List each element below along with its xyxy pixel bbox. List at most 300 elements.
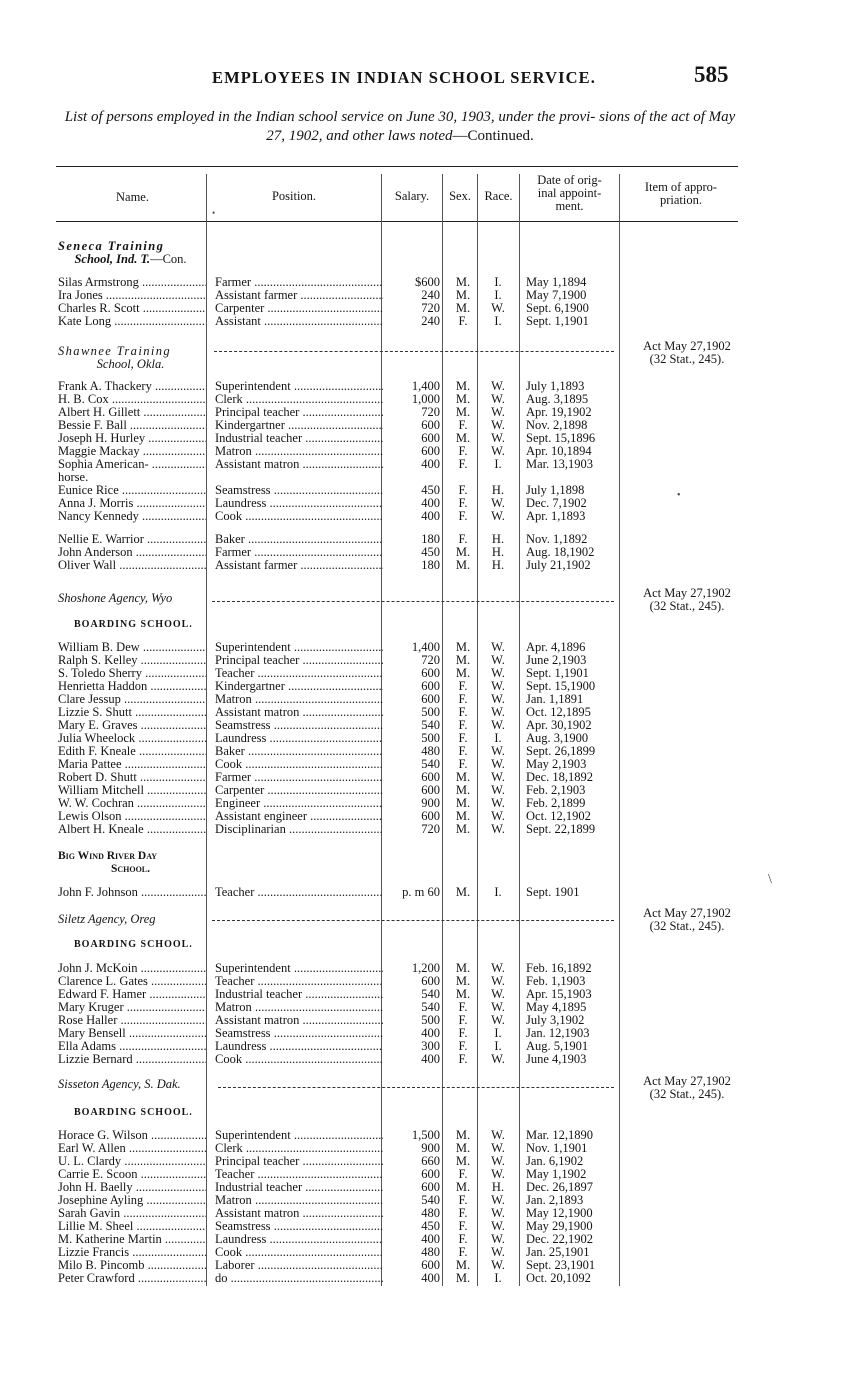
employee-salary: 1,200	[411, 961, 440, 975]
employee-sex: M.	[455, 1128, 471, 1142]
employee-race: W.	[491, 431, 505, 445]
employee-sex: F.	[458, 1026, 468, 1040]
appropriation-note	[628, 587, 746, 613]
employee-sex: F.	[458, 1039, 468, 1053]
employee-name: Clarence L. Gates .....	[58, 975, 206, 988]
group-title-line: Sisseton Agency, S. Dak.	[58, 1077, 181, 1091]
group-title-line: Big Wind River Day	[58, 850, 158, 862]
employee-name: Julia Wheelock .....	[58, 732, 206, 745]
table-row	[58, 1272, 638, 1285]
employee-race: W.	[491, 1232, 505, 1246]
subheading-boarding-school: BOARDING SCHOOL.	[74, 1107, 193, 1118]
employee-name: Horace G. Wilson .....	[58, 1129, 206, 1142]
appointment-date: July 21,1902	[526, 558, 591, 572]
employee-salary: 1,400	[411, 379, 440, 393]
appointment-date: Feb. 2,1899	[526, 796, 586, 810]
employee-sex: M.	[455, 431, 471, 445]
employee-salary: 720	[421, 653, 440, 667]
appointment-date: May 12,1900	[526, 1206, 593, 1220]
employee-name: Joseph H. Hurley .....	[58, 432, 206, 445]
table-row	[58, 559, 638, 572]
employee-sex: F.	[458, 496, 468, 510]
employee-position: Carpenter .....	[215, 784, 383, 797]
employee-name: Frank A. Thackery .....	[58, 380, 206, 393]
caption-italic-2: sions of the act of May 27, 1902, and other laws noted	[266, 109, 736, 144]
employee-sex: F.	[458, 314, 468, 328]
appointment-date: Aug. 3,1900	[526, 731, 589, 745]
group-title-shawnee	[58, 345, 203, 371]
employee-race: W.	[491, 418, 505, 432]
employee-position: Clerk .....	[215, 1142, 383, 1155]
appointment-date: Jan. 6,1902	[526, 1154, 584, 1168]
group-title-seneca	[58, 240, 203, 266]
subheading-boarding-school: BOARDING SCHOOL.	[74, 939, 193, 950]
appointment-date: Jan. 25,1901	[526, 1245, 590, 1259]
employee-sex: F.	[458, 509, 468, 523]
appropriation-line: Act May 27,1902	[643, 1074, 731, 1088]
employee-race: W.	[491, 822, 505, 836]
appointment-date: Feb. 16,1892	[526, 961, 592, 975]
employee-name: Maria Pattee .....	[58, 758, 206, 771]
employee-sex: M.	[455, 987, 471, 1001]
page-number: 585	[694, 62, 729, 87]
employee-salary: 720	[421, 405, 440, 419]
employee-salary: 540	[421, 987, 440, 1001]
appointment-date: Sept. 15,1896	[526, 431, 596, 445]
employee-name: Ella Adams .....	[58, 1040, 206, 1053]
employee-name: Rose Haller .....	[58, 1014, 206, 1027]
employee-sex: M.	[455, 379, 471, 393]
employee-sex: F.	[458, 757, 468, 771]
employee-race: I.	[494, 885, 502, 899]
appointment-date: July 1,1898	[526, 483, 585, 497]
employee-position: Principal teacher .....	[215, 406, 383, 419]
employee-race: W.	[491, 744, 505, 758]
employee-sex: F.	[458, 1193, 468, 1207]
employee-sex: M.	[455, 301, 471, 315]
employee-name: William Mitchell .....	[58, 784, 206, 797]
employee-name: John F. Johnson .....	[58, 886, 206, 899]
appointment-date: Sept. 26,1899	[526, 744, 596, 758]
employee-sex: F.	[458, 679, 468, 693]
employee-name: Lewis Olson .....	[58, 810, 206, 823]
employee-race: W.	[491, 987, 505, 1001]
employee-sex: M.	[455, 885, 471, 899]
employee-name: Oliver Wall .....	[58, 559, 206, 572]
appointment-date: Sept. 1901	[526, 885, 580, 899]
header-sex: Sex.	[449, 189, 471, 203]
group-title-line: Shoshone Agency, Wyo	[58, 591, 173, 605]
employee-race: W.	[491, 392, 505, 406]
appointment-date: Sept. 15,1900	[526, 679, 596, 693]
employee-salary: 600	[421, 666, 440, 680]
header-item	[620, 181, 742, 207]
employee-position: Seamstress .....	[215, 1027, 383, 1040]
appropriation-line: (32 Stat., 245).	[649, 919, 725, 933]
appointment-date: Aug. 3,1895	[526, 392, 589, 406]
employee-salary: 450	[421, 483, 440, 497]
header-date-line: ment.	[555, 199, 584, 213]
employee-race: W.	[491, 770, 505, 784]
appointment-date: Jan. 12,1903	[526, 1026, 590, 1040]
table-header-rule	[56, 221, 738, 222]
employee-name: W. W. Cochran .....	[58, 797, 206, 810]
appointment-date: Nov. 1,1892	[526, 532, 588, 546]
employee-race: W.	[491, 961, 505, 975]
employee-salary: 480	[421, 1206, 440, 1220]
employee-sex: M.	[455, 974, 471, 988]
employee-race: W.	[491, 1258, 505, 1272]
employee-sex: F.	[458, 731, 468, 745]
employee-name: Robert D. Shutt .....	[58, 771, 206, 784]
employee-race: H.	[491, 532, 505, 546]
employee-name: Kate Long .....	[58, 315, 206, 328]
page-title: EMPLOYEES IN INDIAN SCHOOL SERVICE.	[211, 68, 597, 87]
employee-salary: 540	[421, 718, 440, 732]
employee-salary: 720	[421, 822, 440, 836]
appointment-date: Mar. 13,1903	[526, 457, 594, 471]
appointment-date: Dec. 22,1902	[526, 1232, 593, 1246]
employee-race: I.	[494, 1039, 502, 1053]
employee-sex: F.	[458, 418, 468, 432]
employee-race: H.	[491, 1180, 505, 1194]
employee-name: Ira Jones .....	[58, 289, 206, 302]
employee-salary: 400	[421, 496, 440, 510]
employee-salary: 600	[421, 692, 440, 706]
employee-salary: 1,500	[411, 1128, 440, 1142]
employee-salary: 600	[421, 783, 440, 797]
employee-salary: 400	[421, 1271, 440, 1285]
employee-race: I.	[494, 288, 502, 302]
appropriation-line: Act May 27,1902	[643, 586, 731, 600]
employee-position: Superintendent .....	[215, 962, 383, 975]
employee-salary: 600	[421, 431, 440, 445]
employee-sex: F.	[458, 1000, 468, 1014]
employee-position: Laundress .....	[215, 497, 383, 510]
employee-position: Laundress .....	[215, 1233, 383, 1246]
employee-name: Mary Kruger .....	[58, 1001, 206, 1014]
appointment-date: Oct. 20,1092	[526, 1271, 591, 1285]
employee-sex: F.	[458, 457, 468, 471]
appointment-date: June 4,1903	[526, 1052, 587, 1066]
employee-position: Matron .....	[215, 1194, 383, 1207]
employee-name: horse.	[58, 471, 89, 484]
group-title-line: School, Ind. T.	[74, 252, 151, 266]
bullet-mark: •	[212, 208, 216, 218]
employee-race: W.	[491, 379, 505, 393]
employee-name: Josephine Ayling .....	[58, 1194, 206, 1207]
employee-race: W.	[491, 718, 505, 732]
employee-race: I.	[494, 457, 502, 471]
employee-position: Kindergartner .....	[215, 419, 383, 432]
employee-position: Laundress .....	[215, 732, 383, 745]
ellipsis-mark: •	[677, 490, 681, 501]
employee-salary: 240	[421, 288, 440, 302]
appointment-date: Apr. 1,1893	[526, 509, 586, 523]
employee-position: Kindergartner .....	[215, 680, 383, 693]
employee-race: W.	[491, 444, 505, 458]
employee-salary: 540	[421, 1000, 440, 1014]
employee-sex: M.	[455, 392, 471, 406]
employee-name: Milo B. Pincomb .....	[58, 1259, 206, 1272]
employee-race: I.	[494, 314, 502, 328]
employee-name: Silas Armstrong .....	[58, 276, 206, 289]
table-row	[58, 315, 638, 328]
header-date-line: inal appoint-	[537, 186, 602, 200]
appointment-date: Jan. 1,1891	[526, 692, 584, 706]
employee-position: Farmer .....	[215, 276, 383, 289]
appointment-date: May 29,1900	[526, 1219, 593, 1233]
employee-name: Clare Jessup .....	[58, 693, 206, 706]
employee-race: I.	[494, 1026, 502, 1040]
appointment-date: Sept. 23,1901	[526, 1258, 596, 1272]
appropriation-note	[628, 907, 746, 933]
employee-race: W.	[491, 692, 505, 706]
employee-sex: M.	[455, 783, 471, 797]
employee-name: Edith F. Kneale .....	[58, 745, 206, 758]
employee-position: Assistant matron .....	[215, 706, 383, 719]
employee-salary: 480	[421, 744, 440, 758]
employee-race: I.	[494, 275, 502, 289]
employee-name: Mary E. Graves .....	[58, 719, 206, 732]
employee-salary: p. m 60	[402, 885, 440, 899]
employee-name: Peter Crawford .....	[58, 1272, 206, 1285]
employee-name: Nellie E. Warrior .....	[58, 533, 206, 546]
employee-salary: 1,400	[411, 640, 440, 654]
employee-position: Engineer .....	[215, 797, 383, 810]
employee-race: W.	[491, 1167, 505, 1181]
employee-salary: 720	[421, 301, 440, 315]
employee-sex: M.	[455, 1258, 471, 1272]
appropriation-line: (32 Stat., 245).	[649, 599, 725, 613]
employee-sex: M.	[455, 275, 471, 289]
employee-name: Albert H. Kneale .....	[58, 823, 206, 836]
employee-name: Lizzie S. Shutt .....	[58, 706, 206, 719]
group-title-line: Shawnee Training	[58, 344, 172, 358]
employee-position: Industrial teacher .....	[215, 432, 383, 445]
group-title-shoshone	[58, 592, 203, 605]
appointment-date: Dec. 18,1892	[526, 770, 593, 784]
employee-sex: F.	[458, 744, 468, 758]
appointment-date: Jan. 2,1893	[526, 1193, 584, 1207]
employee-race: W.	[491, 809, 505, 823]
employee-sex: F.	[458, 718, 468, 732]
employee-race: W.	[491, 783, 505, 797]
table-caption	[60, 108, 740, 146]
employee-sex: M.	[455, 640, 471, 654]
employee-sex: M.	[455, 1271, 471, 1285]
group-title-sisseton	[58, 1078, 203, 1091]
appointment-date: May 7,1900	[526, 288, 587, 302]
appointment-date: Mar. 12,1890	[526, 1128, 594, 1142]
employee-sex: M.	[455, 770, 471, 784]
employee-position: Assistant farmer .....	[215, 559, 383, 572]
table-row	[58, 458, 638, 471]
appointment-date: July 1,1893	[526, 379, 585, 393]
employee-position: Carpenter .....	[215, 302, 383, 315]
employee-position: Matron .....	[215, 693, 383, 706]
appointment-date: Dec. 7,1902	[526, 496, 587, 510]
employee-salary: 600	[421, 444, 440, 458]
group-leader-dots	[214, 351, 614, 352]
header-name: Name.	[116, 190, 149, 204]
employee-sex: F.	[458, 1206, 468, 1220]
employee-sex: F.	[458, 1232, 468, 1246]
employee-salary: 600	[421, 679, 440, 693]
appropriation-note	[628, 340, 746, 366]
subheading-boarding-school: BOARDING SCHOOL.	[74, 619, 193, 630]
appointment-date: Sept. 1,1901	[526, 666, 589, 680]
appropriation-line: (32 Stat., 245).	[649, 352, 725, 366]
employee-sex: F.	[458, 1245, 468, 1259]
employee-position: Assistant .....	[215, 315, 383, 328]
margin-tick: \	[768, 872, 772, 887]
group-title-line: School.	[110, 863, 151, 875]
employee-race: H.	[491, 558, 505, 572]
employee-salary: 400	[421, 1052, 440, 1066]
employee-name: Lizzie Francis .....	[58, 1246, 206, 1259]
employee-salary: 450	[421, 1219, 440, 1233]
employee-race: W.	[491, 509, 505, 523]
table-top-rule	[56, 166, 738, 167]
appointment-date: Nov. 1,1901	[526, 1141, 588, 1155]
employee-sex: M.	[455, 809, 471, 823]
employee-name: John Anderson .....	[58, 546, 206, 559]
employee-sex: M.	[455, 545, 471, 559]
employee-sex: F.	[458, 1013, 468, 1027]
employee-salary: 500	[421, 731, 440, 745]
employee-position: Baker .....	[215, 745, 383, 758]
employee-salary: 540	[421, 757, 440, 771]
employee-salary: 400	[421, 1232, 440, 1246]
header-item-line: Item of appro-	[644, 180, 718, 194]
employee-name: U. L. Clardy .....	[58, 1155, 206, 1168]
appointment-date: Apr. 19,1902	[526, 405, 592, 419]
employee-sex: F.	[458, 705, 468, 719]
employee-name: Mary Bensell .....	[58, 1027, 206, 1040]
employee-salary: 600	[421, 1167, 440, 1181]
employee-race: W.	[491, 496, 505, 510]
employee-name: Ralph S. Kelley .....	[58, 654, 206, 667]
appointment-date: Oct. 12,1895	[526, 705, 591, 719]
employee-position: Industrial teacher .....	[215, 988, 383, 1001]
employee-sex: F.	[458, 1167, 468, 1181]
employee-race: W.	[491, 1013, 505, 1027]
employee-sex: F.	[458, 444, 468, 458]
employee-position: Assistant matron .....	[215, 1014, 383, 1027]
employee-name: William B. Dew .....	[58, 641, 206, 654]
employee-position: Assistant matron .....	[215, 1207, 383, 1220]
header-item-line: priation.	[659, 193, 702, 207]
group-title-line: Siletz Agency, Oreg	[58, 912, 156, 926]
header-date-line: Date of orig-	[537, 173, 602, 187]
employee-position: Cook .....	[215, 1246, 383, 1259]
employee-salary: 1,000	[411, 392, 440, 406]
appointment-date: June 2,1903	[526, 653, 587, 667]
employee-sex: M.	[455, 558, 471, 572]
header-date	[520, 174, 619, 213]
employee-salary: 600	[421, 1180, 440, 1194]
employee-position: do .....	[215, 1272, 383, 1285]
employee-race: W.	[491, 301, 505, 315]
table-row	[58, 823, 638, 836]
employee-salary: 900	[421, 1141, 440, 1155]
employee-race: W.	[491, 974, 505, 988]
employee-position: Teacher .....	[215, 975, 383, 988]
employee-position: Matron .....	[215, 1001, 383, 1014]
employee-name: Edward F. Hamer .....	[58, 988, 206, 1001]
table-row	[58, 510, 638, 523]
employee-race: W.	[491, 640, 505, 654]
employee-name: Nancy Kennedy .....	[58, 510, 206, 523]
employee-position: Laborer .....	[215, 1259, 383, 1272]
employee-name: Sarah Gavin .....	[58, 1207, 206, 1220]
employee-salary: $600	[415, 275, 440, 289]
employee-sex: M.	[455, 666, 471, 680]
employee-salary: 600	[421, 1258, 440, 1272]
appointment-date: Sept. 1,1901	[526, 314, 589, 328]
appointment-date: Oct. 12,1902	[526, 809, 591, 823]
appropriation-line: (32 Stat., 245).	[649, 1087, 725, 1101]
employee-sex: M.	[455, 1141, 471, 1155]
employee-race: W.	[491, 1219, 505, 1233]
employee-position: Farmer .....	[215, 546, 383, 559]
appropriation-note	[628, 1075, 746, 1101]
header-position: Position.	[271, 189, 317, 203]
employee-name: Charles R. Scott .....	[58, 302, 206, 315]
employee-position: Teacher .....	[215, 1168, 383, 1181]
employee-salary: 240	[421, 314, 440, 328]
employee-position: Cook .....	[215, 1053, 383, 1066]
employee-race: I.	[494, 731, 502, 745]
table-row	[58, 1053, 638, 1066]
employee-salary: 500	[421, 705, 440, 719]
employee-race: H.	[491, 545, 505, 559]
employee-salary: 450	[421, 545, 440, 559]
employee-position: Industrial teacher .....	[215, 1181, 383, 1194]
appointment-date: Sept. 6,1900	[526, 301, 589, 315]
employee-position: Assistant farmer .....	[215, 289, 383, 302]
employee-sex: F.	[458, 483, 468, 497]
employee-sex: M.	[455, 796, 471, 810]
group-title-line: Seneca Training	[58, 239, 165, 253]
header-salary: Salary.	[394, 189, 430, 203]
employee-sex: M.	[455, 961, 471, 975]
employee-salary: 600	[421, 418, 440, 432]
group-title-big-wind-river	[58, 850, 203, 876]
employee-sex: F.	[458, 692, 468, 706]
employee-position: Teacher .....	[215, 667, 383, 680]
employee-name: Bessie F. Ball .....	[58, 419, 206, 432]
employee-sex: M.	[455, 822, 471, 836]
employee-sex: M.	[455, 653, 471, 667]
appointment-date: Apr. 4,1896	[526, 640, 586, 654]
header-race: Race.	[484, 189, 513, 203]
employee-salary: 480	[421, 1245, 440, 1259]
employee-salary: 400	[421, 509, 440, 523]
employee-name: Earl W. Allen .....	[58, 1142, 206, 1155]
appointment-date: July 3,1902	[526, 1013, 585, 1027]
employee-position: Seamstress .....	[215, 719, 383, 732]
appointment-date: Aug. 18,1902	[526, 545, 595, 559]
employee-position: Assistant engineer .....	[215, 810, 383, 823]
appointment-date: May 2,1903	[526, 757, 587, 771]
employee-position: Seamstress .....	[215, 484, 383, 497]
appropriation-line: Act May 27,1902	[643, 339, 731, 353]
caption-italic-1: List of persons employed in the Indian school service on June 30, 1903, under the provi-	[64, 109, 596, 125]
employee-race: W.	[491, 1052, 505, 1066]
employee-race: W.	[491, 1128, 505, 1142]
